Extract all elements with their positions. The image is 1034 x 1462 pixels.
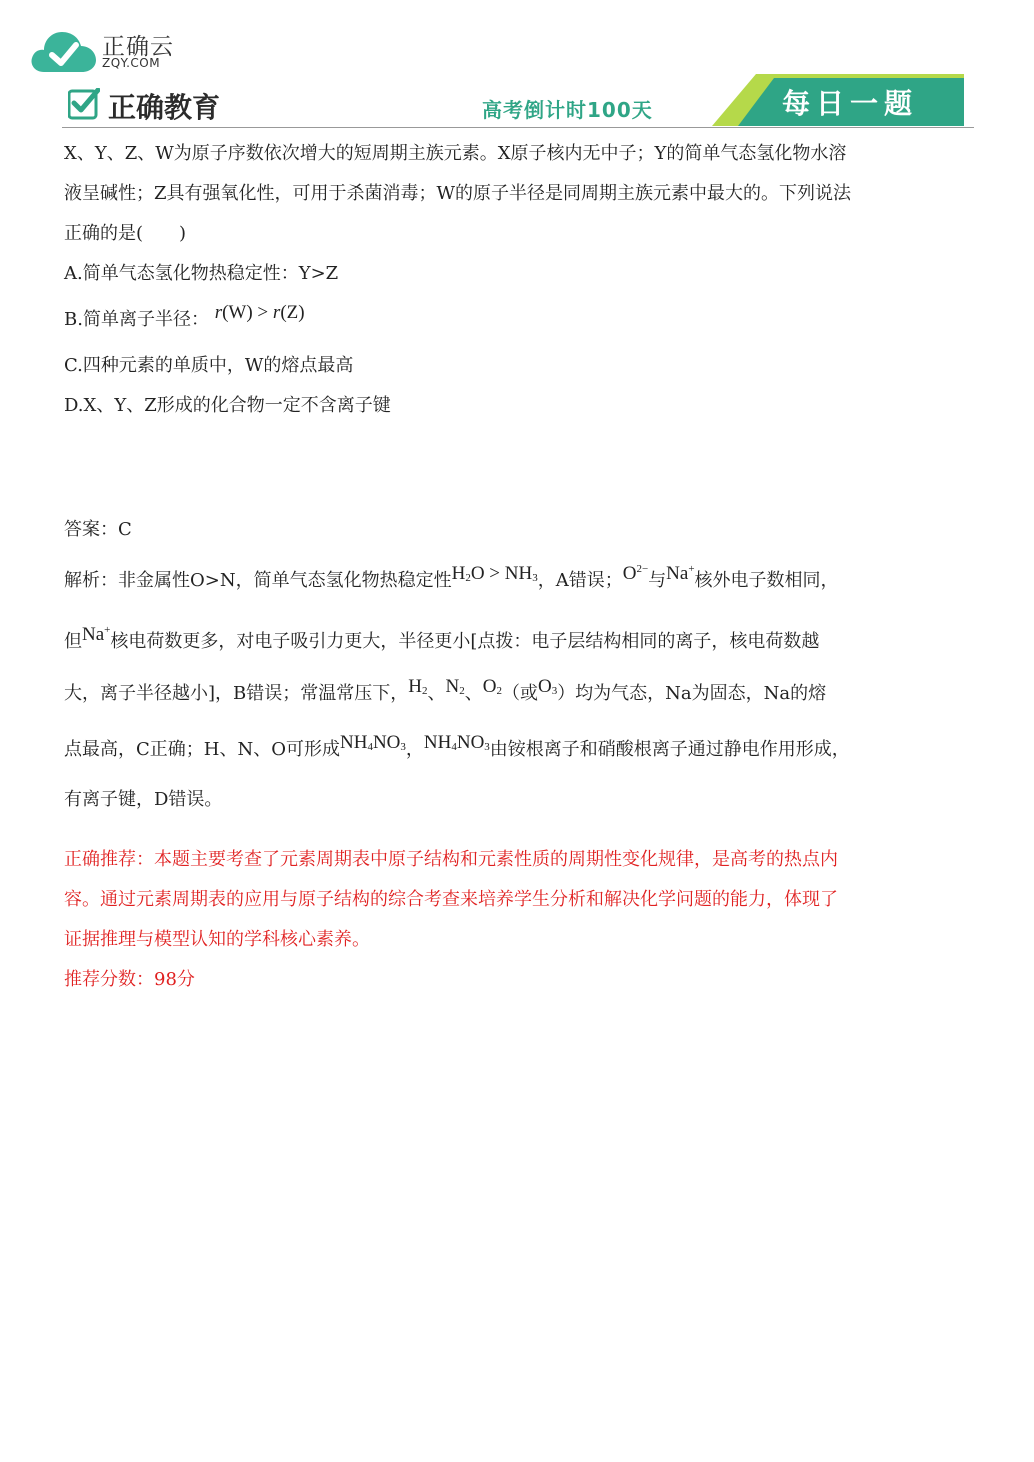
f-sub: 4 [367, 741, 373, 753]
w-term: (W) > [222, 302, 273, 323]
f-sub: 2 [421, 685, 428, 697]
exp-text: 大，离子半径越小]，B错误；常温常压下， [64, 683, 409, 704]
f-na: Na [82, 624, 105, 645]
option-b-formula [215, 302, 305, 323]
f-o: O [482, 676, 497, 697]
z-term: (Z) [280, 302, 305, 323]
exp-text: 由铵根离子和硝酸根离子通过静电作用形成， [489, 739, 850, 760]
formula-nh4no3 [424, 732, 490, 753]
question-stem-line-1: X、Y、Z、W为原子序数依次增大的短周期主族元素。X原子核内无中子；Y的简单气态氢化物水溶 [64, 143, 847, 164]
explanation-line-2 [64, 611, 974, 668]
option-c: C.四种元素的单质中，W的熔点最高 [64, 355, 354, 376]
brand-title: 正确教育 [108, 91, 221, 124]
check-square-icon [68, 88, 100, 120]
exp-text: 核电荷数更多，对电子吸引力更大，半径更小[点拨：电子层结构相同的离子，核电荷数越 [110, 631, 820, 652]
exp-text: 、 [427, 683, 446, 704]
f-n: N [445, 676, 460, 697]
f-no: NO [456, 732, 485, 753]
zqy-logo [30, 24, 190, 74]
answer-label: 答案：C [64, 519, 132, 540]
exp-text: ， [405, 739, 424, 760]
recommend-score: 推荐分数：98分 [64, 969, 195, 990]
option-b [64, 294, 974, 346]
question-content [64, 134, 974, 1000]
logo-name: 正确云 [102, 34, 174, 60]
recommend-line-3: 证据推理与模型认知的学科核心素养。 [64, 929, 370, 950]
question-stem-line-2: 液呈碱性；Z具有强氧化性，可用于杀菌消毒；W的原子半径是同周期主族元素中最大的。下列说法 [64, 183, 852, 204]
page-header [62, 74, 974, 130]
explanation-line-1 [64, 550, 974, 611]
f-o: O [537, 676, 552, 697]
logo-domain: ZQY.COM [102, 56, 161, 70]
f-nh: NH [423, 732, 452, 753]
f-o: O [622, 563, 637, 584]
countdown-text: 高考倒计时100天 [482, 98, 653, 122]
formula-h2o-nh3 [452, 563, 538, 584]
recommend-line-1: 正确推荐：本题主要考查了元素周期表中原子结构和元素性质的周期性变化规律，是高考的热点内 [64, 849, 838, 870]
exp-text: 点最高，C正确；H、N、O可形成 [64, 739, 340, 760]
explanation-line-4 [64, 724, 974, 780]
daily-banner [704, 74, 964, 126]
exp-text: 核外电子数相同， [694, 570, 839, 591]
explanation-line-3 [64, 668, 974, 724]
f-h: H [408, 676, 422, 697]
f-sup: + [688, 563, 695, 575]
f-sub: 2 [459, 685, 465, 697]
f-sub: 3 [400, 741, 406, 753]
f-sup: + [104, 624, 111, 636]
recommend-line-2: 容。通过元素周期表的应用与原子结构的综合考查来培养学生分析和解决化学问题的能力，体现了 [64, 889, 838, 910]
explanation-line-5: 有离子键，D错误。 [64, 789, 223, 810]
formula-na-ion [666, 563, 694, 584]
exp-text: 解析：非金属性O>N，简单气态氢化物热稳定性 [64, 570, 452, 591]
exp-text: 但 [64, 631, 82, 652]
exp-text: ，A错误； [537, 570, 623, 591]
option-a: A.简单气态氢化物热稳定性：Y>Z [64, 263, 339, 284]
daily-title: 每日一题 [782, 87, 919, 120]
formula-o2-ion [623, 563, 648, 584]
formula-nh4no3 [340, 732, 406, 753]
formula-n2 [445, 676, 464, 697]
r-symbol-1: r [214, 302, 223, 323]
header-divider [62, 127, 974, 128]
f-rest: O > NH [470, 563, 533, 584]
formula-o3 [538, 676, 557, 697]
exp-text: ）均为气态，Na为固态，Na的熔 [557, 683, 827, 704]
exp-text: 与 [648, 570, 667, 591]
exp-text: （或 [501, 683, 538, 704]
formula-o2 [483, 676, 502, 697]
f-sub: 3 [551, 685, 558, 697]
f-na: Na [666, 563, 689, 584]
formula-na-ion [82, 624, 110, 645]
f-sub: 2 [465, 572, 471, 584]
f-h: H [451, 563, 466, 584]
exp-text: 、 [464, 683, 483, 704]
r-symbol-2: r [272, 302, 281, 323]
formula-h2 [408, 676, 427, 697]
f-no: NO [372, 732, 401, 753]
f-sup: 2− [636, 563, 649, 575]
f-nh: NH [339, 732, 368, 753]
option-d: D.X、Y、Z形成的化合物一定不含离子键 [64, 395, 391, 416]
f-sub: 4 [451, 741, 457, 753]
cloud-check-icon [30, 28, 98, 74]
f-sub: 3 [484, 741, 490, 753]
f-sub: 3 [532, 572, 538, 584]
option-b-label: B.简单离子半径： [64, 309, 209, 330]
f-sub: 2 [496, 685, 502, 697]
question-stem-line-3: 正确的是( ) [64, 223, 187, 244]
